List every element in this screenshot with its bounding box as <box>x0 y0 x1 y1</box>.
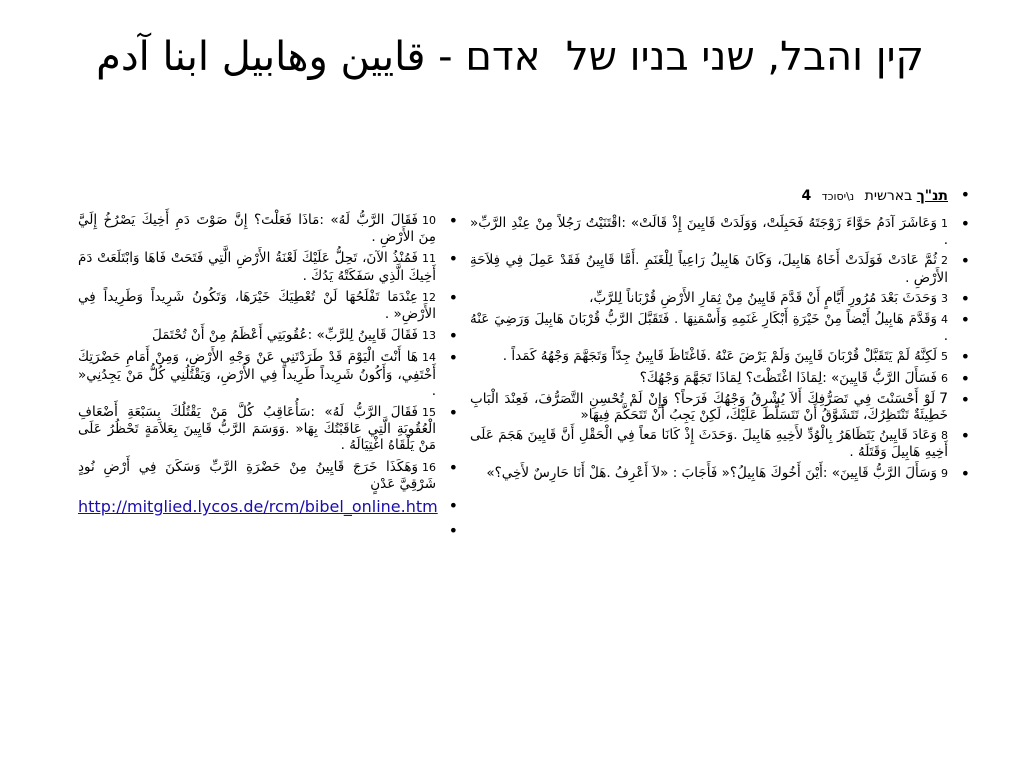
verse-text: فَقَالَ قَايِينُ لِلرَّبِّ» :عُقُوبَتِي أَعْظَمُ مِنْ أَنْ تُحْتَمَلَ <box>151 327 418 344</box>
verse-list <box>78 212 458 492</box>
verse-item <box>78 289 458 322</box>
verse-number: 4 <box>941 313 948 327</box>
verse-text: ثُمَّ عَادَتْ فَوَلَدَتْ أَخَاهُ هَابِيلَ، وَكَانَ هَابِيلُ رَاعِياً لِلْغَنَمِ .أَمَّا قَايِينُ فَقَدْ عَمِلَ فِي فِلاَحَةِ الأَرْضِ . <box>470 252 948 286</box>
verse-item <box>470 290 970 307</box>
verse-number: 1 <box>941 217 948 230</box>
verse-item <box>470 348 970 365</box>
verse-item <box>470 427 970 460</box>
bullet-icon: • <box>960 389 970 409</box>
source-header <box>470 186 948 207</box>
title-hebrew: קין והבל, שני בניו של אדם <box>465 34 924 80</box>
verse-number: 13 <box>422 329 436 343</box>
slide-title <box>60 28 960 86</box>
bullet-icon: • <box>448 521 458 541</box>
verse-number: 12 <box>422 290 436 304</box>
verse-item <box>470 215 970 248</box>
bullet-icon: • <box>960 426 970 446</box>
bullet-icon: • <box>448 211 458 230</box>
verse-text: وَعَاشَرَ آدَمُ حَوَّاءَ زَوْجَتَهُ فَحَبِلَتْ، وَوَلَدَتْ قَايِينَ إِذْ قَالَتْ» :اقْتَنَيْتُ رَجُلاً مِنْ عِنْدِ الرَّبِّ« . <box>470 215 948 249</box>
bullet-icon: • <box>960 463 970 483</box>
verse-number: 15 <box>422 406 436 420</box>
verse-text: فَقَالَ الرَّبُّ لَهُ» :سَأُعَاقِبُ كُلَّ مَنْ يَقْتُلُكَ بِسَبْعَةِ أَضْعَافِ الْعُقُوبَةِ الَّتِي عَاقَبْتُكَ بِهَا« .وَوَسَمَ الرَّبُّ قَايِينَ بِعَلاَمَةٍ تَحْظُرُ عَلَى مَنْ يَلْقَاهُ اغْتِيَالَهُ . <box>78 404 436 454</box>
verse-number: 5 <box>941 350 948 364</box>
verse-text: وَهَكَذَا خَرَجَ قَايِينُ مِنْ حَضْرَةِ الرَّبِّ وَسَكَنَ فِي أَرْضِ نُودٍ شَرْقِيَّ عَدْنٍ <box>78 458 436 492</box>
list-item <box>78 497 458 517</box>
verse-number: 7 <box>939 390 948 407</box>
verse-number: 10 <box>422 214 436 227</box>
verse-text: فَقَالَ الرَّبُّ لَهُ» :مَاذَا فَعَلْتَ؟ إِنَّ صَوْتَ دَمِ أَخِيكَ يَصْرُخُ إِلَيَّ مِنَ الأَرْضِ . <box>78 212 436 246</box>
verse-number: 8 <box>941 429 948 443</box>
verse-item <box>78 459 458 492</box>
bullet-icon: • <box>448 249 458 269</box>
verse-text: فَمُنْذُ الآنَ، تَحِلُّ عَلَيْكَ لَعْنَةُ الأَرْضِ الَّتِي فَتَحَتْ فَاهَا وَابْتَلَعَتْ دَمَ أَخِيكَ الَّذِي سَفَكَتْهُ يَدُكَ . <box>78 250 436 284</box>
verse-item <box>78 250 458 283</box>
verse-text: وَعَادَ قَايِينُ يَتَظَاهَرُ بِالْوُدِّ لأَخِيهِ هَابِيلَ .وَحَدَثَ إِذْ كَانَا مَعاً فِي الْحَقْلِ أَنَّ قَايِينَ هَجَمَ عَلَى أَخِيهِ هَابِيلَ وَقَتَلَهُ . <box>470 427 948 461</box>
verse-text: فَسَأَلَ الرَّبُّ قَايِينَ» :لِمَاذَا اغْتَظْتَ؟ لِمَاذَا تَجَهَّمَ وَجْهُكَ؟ <box>639 369 937 386</box>
verse-list <box>470 215 970 482</box>
verse-text: وَسَأَلَ الرَّبُّ قَايِينَ» :أَيْنَ أَخُوكَ هَابِيلُ؟« فَأَجَابَ : «لاَ أَعْرِفُ .هَلْ أَنَا حَارِسٌ لأَخِي؟» <box>486 464 937 481</box>
list-item <box>470 186 970 207</box>
bullet-icon: • <box>960 288 970 308</box>
verse-number: 3 <box>941 291 948 305</box>
verse-item <box>470 311 970 344</box>
verse-text: لَكِنَّهُ لَمْ يَتَقَبَّلْ قُرْبَانَ قَايِينَ وَلَمْ يَرْضَ عَنْهُ .فَاغْتَاظَ قَايِينُ جِدّاً وَتَجَهَّمَ وَجْهُهُ كَمَداً . <box>502 348 937 365</box>
verse-item <box>470 252 970 285</box>
verse-item <box>78 212 458 245</box>
bullet-icon: • <box>448 457 458 477</box>
list-item <box>78 521 458 541</box>
bullet-icon: • <box>448 348 458 368</box>
verse-item <box>470 391 970 423</box>
bullet-icon: • <box>448 326 458 346</box>
verse-number: 9 <box>941 466 948 480</box>
verse-number: 16 <box>422 460 436 474</box>
verse-text: وَحَدَثَ بَعْدَ مُرُورِ أَيَّامٍ أَنْ قَدَّمَ قَايِينُ مِنْ ثِمَارِ الأَرْضِ قُرْبَاناً لِلرَّبِّ، <box>589 289 937 306</box>
bullet-icon: • <box>960 214 970 233</box>
bullet-icon: • <box>960 251 970 271</box>
bible-online-link[interactable]: http://mitglied.lycos.de/rcm/bibel_online.htm <box>78 497 438 517</box>
bullet-icon: • <box>448 403 458 423</box>
verse-item <box>78 404 458 454</box>
verse-number: 2 <box>941 254 948 268</box>
verse-text: وَقَدَّمَ هَابِيلُ أَيْضاً مِنْ خَيْرَةِ أَبْكَارِ غَنَمِهِ وَأَسْمَنِهَا . فَتَقَبَّلَ الرَّبُّ قُرْبَانَ هَابِيلَ وَرَضِيَ عَنْهُ . <box>470 311 948 345</box>
verse-text: لَوْ أَحْسَنْتَ فِي تَصَرُّفِكَ أَلاَ يُشْرِقُ وَجْهُكَ فَرَحاً؟ وَإِنْ لَمْ تُحْسِنِ التَّصَرُّفَ، فَعِنْدَ الْبَابِ خَطِيئَةٌ تَنْتَظِرُكَ، تَتَشَوَّقُ أَنْ تَتَسَلَّطَ عَلَيْكَ، لَكِنْ يَجِبُ أَنْ تَتَحَكَّمَ فِيهَا« <box>470 390 948 424</box>
verse-item <box>470 370 970 387</box>
verse-text: عِنْدَمَا تَفْلَحُهَا لَنْ تُعْطِيَكَ خَيْرَهَا، وَتَكُونُ شَرِيداً وَطَرِيداً فِي الأَرْضِ« . <box>78 288 436 323</box>
verse-number: 11 <box>422 252 436 266</box>
bullet-icon: • <box>960 368 970 388</box>
title-arabic: قايين وهابيل ابنا آدم <box>96 34 426 80</box>
source-label: תנ"ך <box>916 188 948 204</box>
bullet-icon: • <box>448 496 458 516</box>
verse-number: 6 <box>941 371 948 385</box>
bullet-icon: • <box>448 287 458 307</box>
left-column <box>78 212 458 543</box>
bullet-icon: • <box>960 347 970 367</box>
book-label: בארשית <box>864 188 913 204</box>
verse-text: هَا أَنْتَ الْيَوْمَ قَدْ طَرَدْتَنِي عَنْ وَجْهِ الأَرْضِ، وَمِنْ أَمَامِ حَضْرَتِكَ أَخْتَفِي، وَأَكُونُ شَرِيداً طَرِيداً فِي الأَرْضِ، وَيَقْتُلُنِي كُلُّ مَنْ يَجِدُنِي« . <box>78 349 436 399</box>
right-column <box>470 186 970 486</box>
bullet-icon: • <box>960 185 970 204</box>
verse-number: 14 <box>422 351 436 365</box>
verse-item <box>78 349 458 399</box>
verse-item <box>78 327 458 344</box>
verse-item <box>470 465 970 482</box>
bullet-icon: • <box>960 310 970 330</box>
chapter-number: 4 <box>801 188 812 204</box>
ref-label: נ\יסוכד <box>821 190 855 203</box>
title-dash: - <box>425 34 466 80</box>
